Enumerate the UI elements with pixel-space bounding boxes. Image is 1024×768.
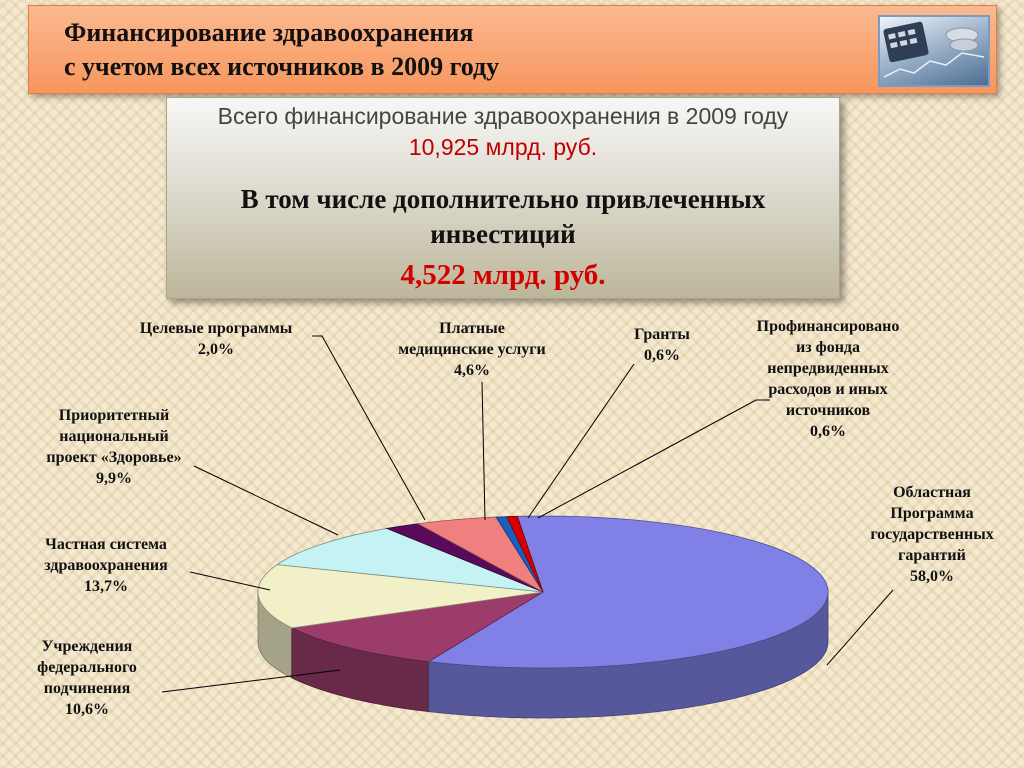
- label-private-healthcare: [18, 534, 194, 597]
- label-line: источников: [785, 402, 871, 419]
- label-line: непредвиденных: [767, 360, 889, 377]
- label-value: 0,6%: [810, 423, 846, 440]
- label-line: Учреждения: [41, 638, 133, 655]
- label-line: подчинения: [43, 680, 131, 697]
- label-line: Областная: [893, 484, 971, 501]
- extra-label: В том числе дополнительно привлеченных инвестиций: [240, 184, 766, 249]
- extra-value: 4,522 млрд. руб.: [400, 259, 606, 291]
- leader-line: [482, 382, 485, 520]
- label-line: из фонда: [795, 339, 861, 356]
- label-target-programs: [104, 318, 328, 360]
- label-value: 2,0%: [198, 341, 234, 358]
- title-line-2: с учетом всех источников в 2009 году: [64, 52, 500, 81]
- label-regional-program: [846, 482, 1018, 587]
- leader-line: [827, 590, 893, 665]
- label-value: 9,9%: [96, 470, 132, 487]
- label-line: национальный: [59, 428, 169, 445]
- label-line: Приоритетный: [58, 407, 170, 424]
- label-line: Гранты: [634, 326, 690, 343]
- total-value: 10,925 млрд. руб.: [408, 134, 598, 160]
- label-value: 58,0%: [910, 568, 954, 585]
- leader-line: [194, 466, 338, 535]
- label-value: 0,6%: [644, 347, 680, 364]
- label-federal-institutions: [12, 636, 162, 720]
- label-line: медицинские услуги: [398, 341, 546, 358]
- label-grants: [612, 324, 712, 366]
- label-reserve-fund: [728, 316, 928, 442]
- total-label: Всего финансирование здравоохранения в 2009 году: [217, 103, 789, 129]
- label-line: гарантий: [898, 547, 966, 564]
- label-line: Профинансировано: [756, 318, 900, 335]
- label-line: здравоохранения: [44, 557, 168, 574]
- label-value: 4,6%: [454, 362, 490, 379]
- title-line-1: Финансирование здравоохранения: [64, 18, 474, 47]
- label-line: государственных: [870, 526, 994, 543]
- label-value: 10,6%: [65, 701, 109, 718]
- label-value: 13,7%: [84, 578, 128, 595]
- label-line: федерального: [37, 659, 137, 676]
- label-paid-services: [372, 318, 572, 381]
- label-line: проект «Здоровье»: [46, 449, 182, 466]
- label-line: расходов и иных: [768, 381, 888, 398]
- label-line: Частная система: [45, 536, 167, 553]
- label-line: Платные: [439, 320, 505, 337]
- leader-line: [190, 572, 270, 590]
- label-national-project: [22, 405, 206, 489]
- label-line: Целевые программы: [139, 320, 293, 337]
- label-line: Программа: [890, 505, 974, 522]
